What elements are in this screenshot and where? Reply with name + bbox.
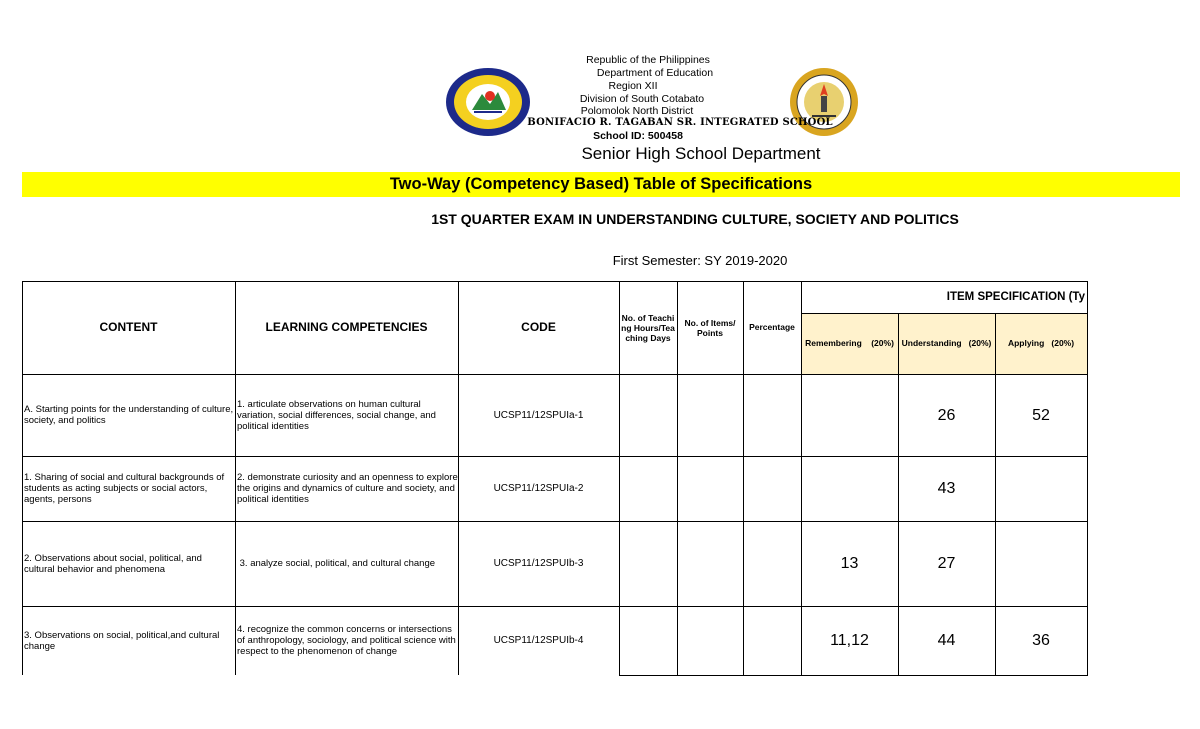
row-3-code: UCSP11/12SPUIb-3 <box>493 558 584 569</box>
header-content: CONTENT <box>99 320 158 334</box>
header-line-region: Region XII <box>608 80 658 92</box>
header-line-deped: Department of Education <box>596 67 714 79</box>
row-4-applying: 36 <box>1032 632 1050 649</box>
row-2-content: 1. Sharing of social and cultural backgrounds of students as acting subjects or social actors, agents, persons <box>24 472 225 505</box>
header-item-specification: ITEM SPECIFICATION (Ty <box>946 290 1085 303</box>
school-id: School ID: 500458 <box>593 130 683 142</box>
row-2-applying <box>995 456 1087 521</box>
exam-title: 1ST QUARTER EXAM IN UNDERSTANDING CULTURE, SOCIETY AND POLITICS <box>431 211 959 227</box>
document-title-banner: Two-Way (Competency Based) Table of Specifications <box>22 172 1180 197</box>
header-understanding: Understanding (20%) <box>901 338 992 348</box>
department-title: Senior High School Department <box>581 144 821 163</box>
header-remembering: Remembering (20%) <box>805 338 894 348</box>
header-code: CODE <box>521 320 556 334</box>
row-2-code: UCSP11/12SPUIa-2 <box>493 483 584 494</box>
header-applying: Applying (20%) <box>1007 338 1075 348</box>
row-1-understanding: 26 <box>937 406 956 424</box>
row-1-competency: 1. articulate observations on human cultural variation, social differences, social change, and political identities <box>237 398 436 432</box>
header-percentage: Percentage <box>749 322 795 332</box>
row-3-content: 2. Observations about social, political, and cultural behavior and phenomena <box>24 552 202 575</box>
header-line-division: Division of South Cotabato <box>579 93 705 105</box>
school-name: BONIFACIO R. TAGABAN SR. INTEGRATED SCHOOL <box>527 117 833 128</box>
row-3-remembering: 13 <box>840 555 859 572</box>
header-line-district: Polomolok North District <box>580 105 694 117</box>
row-3-applying <box>995 521 1087 606</box>
row-1-applying: 52 <box>1032 406 1050 424</box>
row-2-understanding: 43 <box>937 480 956 497</box>
row-1-content: A. Starting points for the understanding of culture, society, and politics <box>24 404 234 426</box>
row-4-content: 3. Observations on social, political,and cultural change <box>24 629 220 652</box>
row-2-competency: 2. demonstrate curiosity and an openness to explore the origins and dynamics of culture and society, and political identities <box>237 472 458 505</box>
header-teaching-days: No. of Teaching Hours/Teaching Days <box>621 312 675 343</box>
header-items-points: No. of Items/ Points <box>684 317 736 338</box>
row-2-remembering <box>801 456 898 521</box>
row-4-understanding: 44 <box>937 632 956 649</box>
row-3-competency: 3. analyze social, political, and cultural change <box>237 558 436 569</box>
row-4-remembering: 11,12 <box>830 632 869 649</box>
semester-label: First Semester: SY 2019-2020 <box>612 253 788 268</box>
row-4-competency: 4. recognize the common concerns or intersections of anthropology, sociology, and political science with respect to the phenomenon of change <box>237 624 456 657</box>
row-1-remembering <box>801 374 898 456</box>
header-learning-competencies: LEARNING COMPETENCIES <box>265 320 428 334</box>
row-4-code: UCSP11/12SPUIb-4 <box>493 635 584 646</box>
row-1-code: UCSP11/12SPUIa-1 <box>493 409 584 421</box>
header-line-republic: Republic of the Philippines <box>586 54 710 66</box>
row-3-understanding: 27 <box>937 555 956 572</box>
